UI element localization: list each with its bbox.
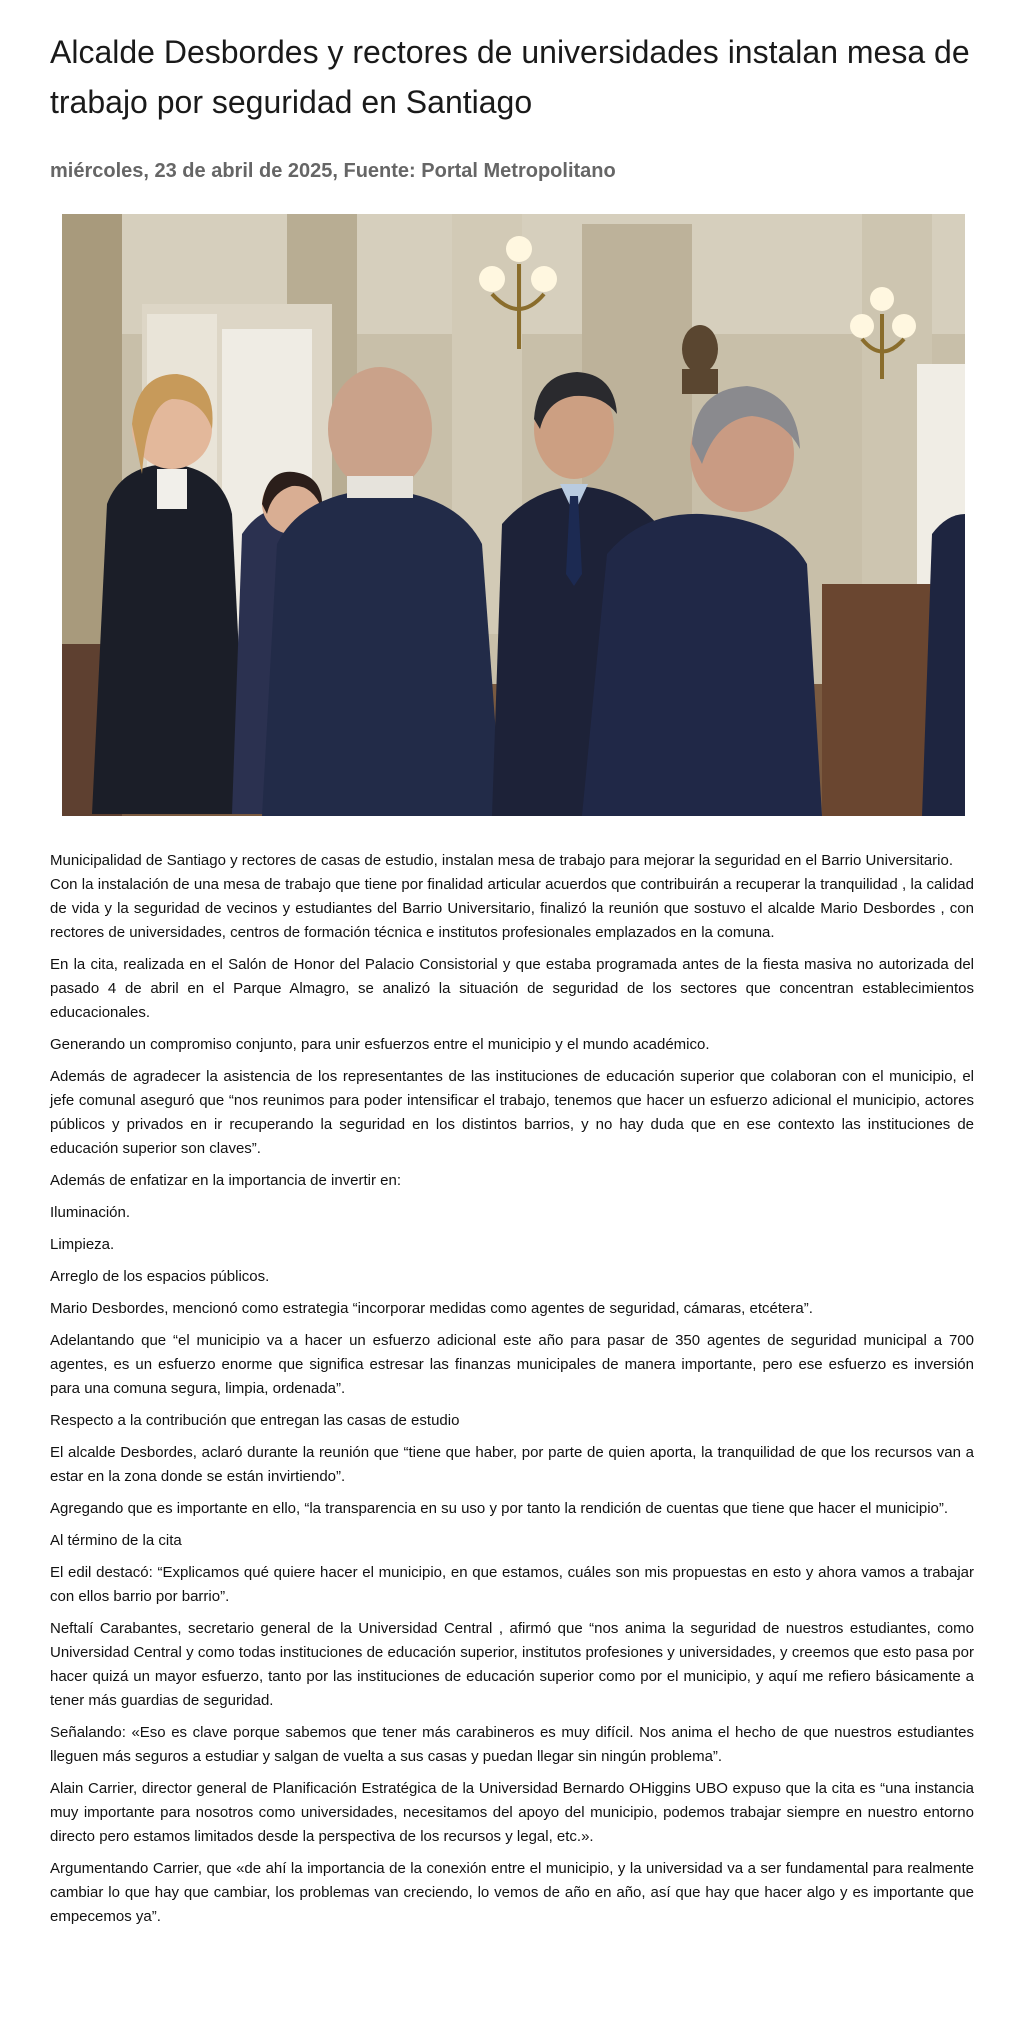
article-paragraph: Con la instalación de una mesa de trabajo que tiene por finalidad articular acuerdos que contribuirán a recuperar la tranquilidad , la calidad de vida y la seguridad de vecinos y estudiantes del Barrio Universitario, finalizó la reunión que sostuvo el alcalde Mario Desbordes , con rectores de universidades, centros de formación técnica e institutos profesionales emplazados en la comuna. [50,876,974,941]
article-paragraph: En la cita, realizada en el Salón de Honor del Palacio Consistorial y que estaba programada antes de la fiesta masiva no autorizada del pasado 4 de abril en el Parque Almagro, se analizó la situación de seguridad de los sectores que concentran establecimientos educacionales. [50,956,974,1021]
article-body [50,849,974,1929]
article-paragraph: El alcalde Desbordes, aclaró durante la reunión que “tiene que haber, por parte de quien aporta, la tranquilidad de que los recursos van a estar en la zona donde se están invirtiendo”. [50,1444,974,1485]
article-paragraph: Municipalidad de Santiago y rectores de casas de estudio, instalan mesa de trabajo para mejorar la seguridad en el Barrio Universitario. [50,852,953,869]
article-paragraph: Adelantando que “el municipio va a hacer un esfuerzo adicional este año para pasar de 350 agentes de seguridad municipal a 700 agentes, es un esfuerzo enorme que significa estresar las finanzas municipales de manera importante, pero ese esfuerzo es inversión para una comuna segura, limpia, ordenada”. [50,1332,974,1397]
article-paragraph: Señalando: «Eso es clave porque sabemos que tener más carabineros es muy difícil. Nos anima el hecho de que nuestros estudiantes lleguen más seguros a estudiar y salgan de vuelta a sus casas y puedan llegar sin ningún problema”. [50,1724,974,1765]
article-list-item: Arreglo de los espacios públicos. [50,1268,270,1285]
article-title: Alcalde Desbordes y rectores de universidades instalan mesa de trabajo por seguridad en Santiago [50,34,970,120]
article-subheading: Respecto a la contribución que entregan las casas de estudio [50,1412,460,1429]
article-paragraph: Argumentando Carrier, que «de ahí la importancia de la conexión entre el municipio, y la universidad va a ser fundamental para realmente cambiar lo que hay que cambiar, los problemas van creciendo, lo vemos de año en año, así que hay que hacer algo y es importante que empecemos ya”. [50,1860,974,1925]
article-subheading: Al término de la cita [50,1532,182,1549]
article-meta: miércoles, 23 de abril de 2025, Fuente: Portal Metropolitano [50,160,616,182]
article-paragraph: Además de enfatizar en la importancia de invertir en: [50,1172,402,1189]
meeting-photo [62,214,965,816]
article-list-item: Limpieza. [50,1236,115,1253]
article-paragraph: Alain Carrier, director general de Planificación Estratégica de la Universidad Bernardo OHiggins UBO expuso que la cita es “una instancia muy importante para nosotros como universidades, necesitamos del apoyo del municipio, podemos trabajar siempre en nuestro entorno directo pero estamos limitados desde la perspectiva de los recursos y legal, etc.». [50,1780,974,1845]
article-paragraph: Agregando que es importante en ello, “la transparencia en su uso y por tanto la rendición de cuentas que tiene que hacer el municipio”. [50,1500,949,1517]
article-paragraph: Además de agradecer la asistencia de los representantes de las instituciones de educación superior que colaboran con el municipio, el jefe comunal aseguró que “nos reunimos para poder intensificar el trabajo, tenemos que hacer un esfuerzo adicional el municipio, actores públicos y privados en ir recuperando la seguridad en los distintos barrios, y no hay duda que en ese contexto las instituciones de educación superior son claves”. [50,1068,974,1157]
article-paragraph: Neftalí Carabantes, secretario general de la Universidad Central , afirmó que “nos anima la seguridad de nuestros estudiantes, como Universidad Central y como todas instituciones de educación superior, institutos profesiones y universidades, y creemos que esto pasa por hacer quizá un mayor esfuerzo, tanto por las instituciones de educación superior como por el municipio, y aquí me refiero básicamente a tener más guardias de seguridad. [50,1620,974,1709]
article-photo [62,214,965,816]
article-paragraph: Mario Desbordes, mencionó como estrategia “incorporar medidas como agentes de seguridad, cámaras, etcétera”. [50,1300,813,1317]
article-list-item: Iluminación. [50,1204,131,1221]
article-paragraph: El edil destacó: “Explicamos qué quiere hacer el municipio, en que estamos, cuáles son mis propuestas en esto y ahora vamos a trabajar con ellos barrio por barrio”. [50,1564,974,1605]
article-paragraph: Generando un compromiso conjunto, para unir esfuerzos entre el municipio y el mundo académico. [50,1036,710,1053]
